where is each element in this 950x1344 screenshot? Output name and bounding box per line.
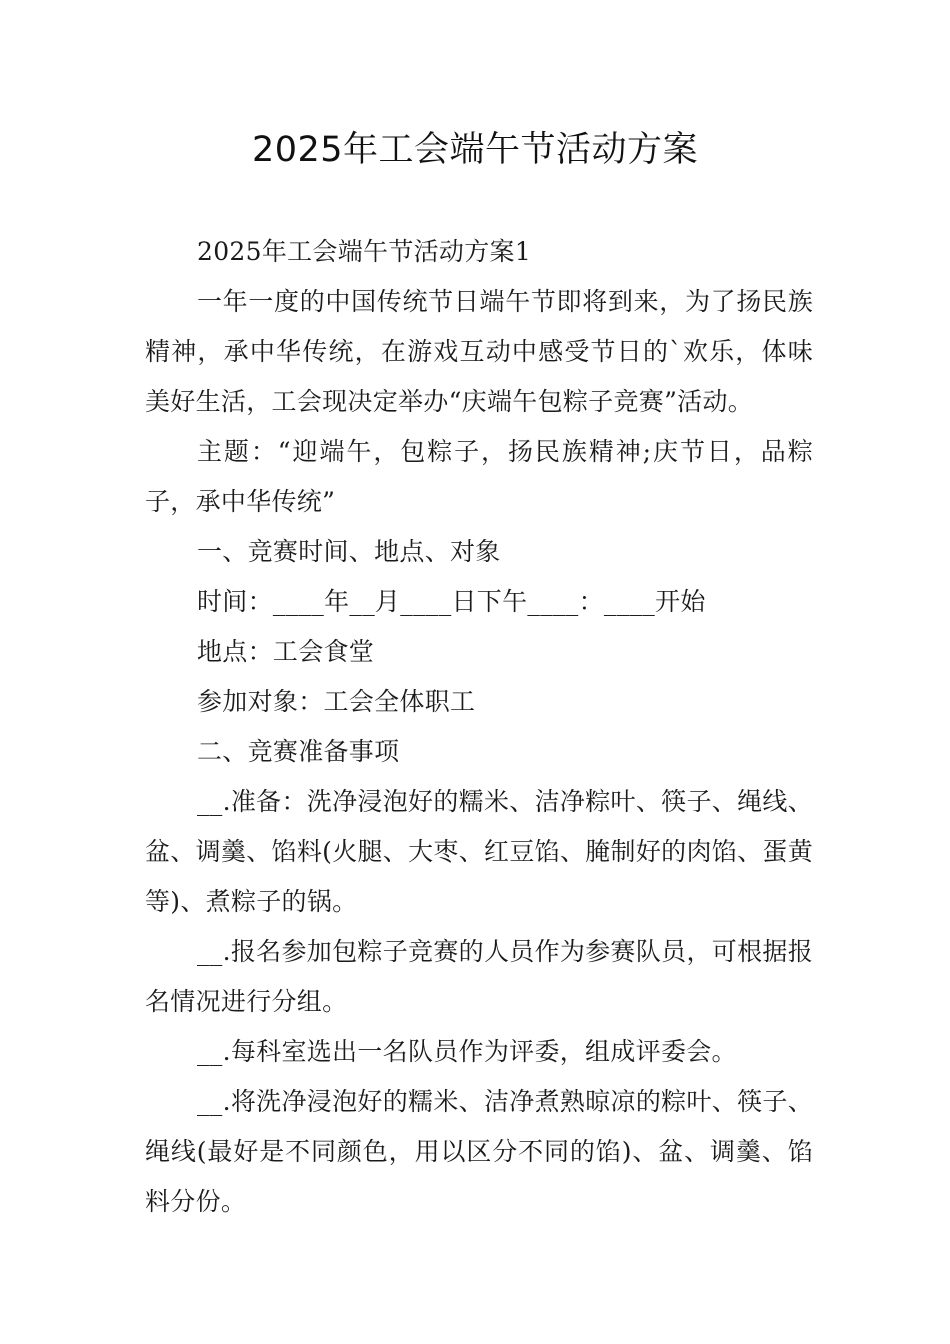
paragraph-prep-judges: __.每科室选出一名队员作为评委，组成评委会。 bbox=[197, 1037, 737, 1066]
paragraph-subtitle: 2025年工会端午节活动方案1 bbox=[197, 237, 532, 266]
section-heading-preparation: 二、竞赛准备事项 bbox=[197, 737, 400, 766]
paragraph-place: 地点：工会食堂 bbox=[197, 637, 375, 666]
document-title: 2025年工会端午节活动方案 bbox=[251, 130, 699, 170]
paragraph-prep-materials: __.准备：洗净浸泡好的糯米、洁净粽叶、筷子、绳线、盆、调羹、馅料(火腿、大枣、红豆馅、腌制好的肉馅、蛋黄等)、煮粽子的锅。 bbox=[145, 787, 813, 916]
paragraph-theme: 主题：“迎端午，包粽子，扬民族精神;庆节日，品粽子，承中华传统” bbox=[145, 437, 813, 516]
paragraph-participants: 参加对象：工会全体职工 bbox=[197, 687, 476, 716]
paragraph-time: 时间：____年__月____日下午____：____开始 bbox=[197, 587, 706, 616]
paragraph-prep-signup: __.报名参加包粽子竞赛的人员作为参赛队员，可根据报名情况进行分组。 bbox=[145, 937, 813, 1016]
paragraph-prep-portions: __.将洗净浸泡好的糯米、洁净煮熟晾凉的粽叶、筷子、绳线(最好是不同颜色，用以区分不同的馅)、盆、调羹、馅料分份。 bbox=[145, 1087, 813, 1216]
section-heading-time-place: 一、竞赛时间、地点、对象 bbox=[197, 537, 501, 566]
paragraph-intro: 一年一度的中国传统节日端午节即将到来，为了扬民族精神，承中华传统，在游戏互动中感受节日的`欢乐，体味美好生活，工会现决定举办“庆端午包粽子竞赛”活动。 bbox=[145, 287, 813, 416]
document-body bbox=[145, 227, 813, 1227]
